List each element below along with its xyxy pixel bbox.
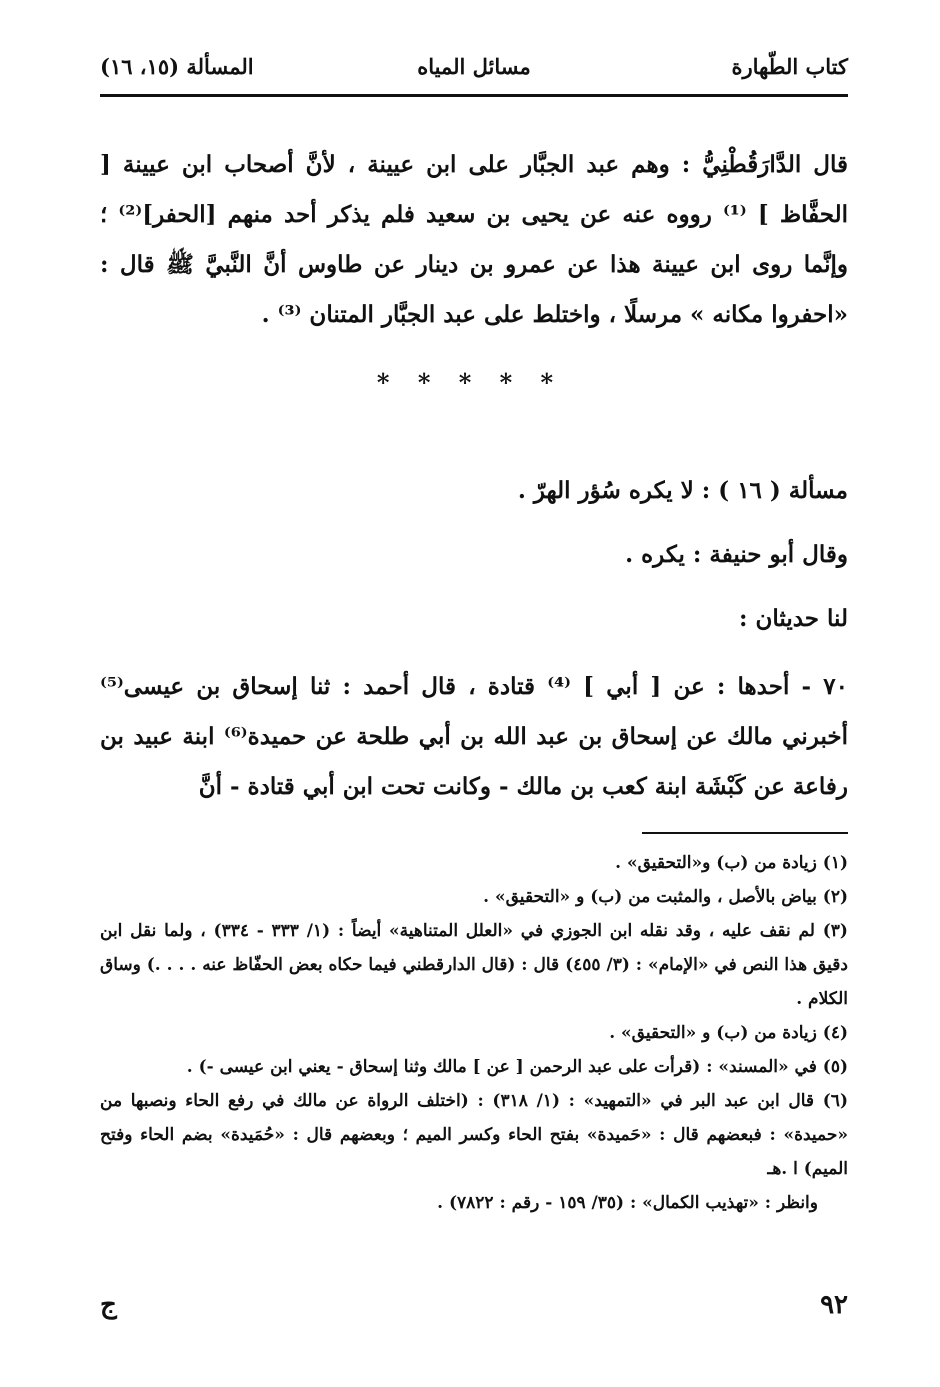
issue-range: المسألة (١٥، ١٦) [100, 54, 254, 79]
paragraph-daraqutni: قال الدَّارَقُطْنِيُّ : وهم عبد الجبَّار على ابن عيينة ، لأنَّ أصحاب ابن عيينة [ الحفَّاظ ] ⁽¹⁾ رووه عنه عن يحيى بن سعيد فلم يذكر أحد منهم [الحفر]⁽²⁾ ؛ وإنَّما روى ابن عيينة هذا عن عمرو بن دينار عن طاوس أنَّ النَّبيَّ ﷺ قال : «احفروا مكانه » مرسلًا ، واختلط على عبد الجبَّار المتنان ⁽³⁾ . [100, 151, 848, 328]
paragraph-hadith-70: ٧٠ - أحدها : عن [ أبي ] ⁽⁴⁾ قتادة ، قال أحمد : ثنا إسحاق بن عيسى⁽⁵⁾ أخبرني مالك عن إسحاق بن عبد الله بن أبي طلحة عن حميدة⁽⁶⁾ ابنة عبيد بن رفاعة عن كَبْشَة ابنة كعب بن مالك - وكانت تحت ابن أبي قتادة - أنَّ [100, 673, 848, 800]
footnote-4: (٤) زيادة من (ب) و «التحقيق» . [609, 1023, 848, 1043]
page-number: ٩٢ [820, 1290, 848, 1320]
running-header [100, 48, 848, 88]
footnote-1: (١) زيادة من (ب) و«التحقيق» . [615, 853, 848, 873]
header-rule [100, 94, 848, 97]
section-separator: * * * * * [376, 368, 564, 397]
footnote-2: (٢) بياض بالأصل ، والمثبت من (ب) و «التحقيق» . [483, 887, 848, 907]
two-hadiths-heading: لنا حديثان : [739, 605, 848, 632]
footnote-3: (٣) لم نقف عليه ، وقد نقله ابن الجوزي في «العلل المتناهية» أيضاً : (١/ ٣٣٣ - ٣٣٤) ، ولما نقل ابن دقيق هذا النص في «الإمام» : (٣/ ٤٥٥) قال : (قال الدارقطني فيما حكاه بعض الحفّاظ عنه . . . .) وساق الكلام . [100, 921, 848, 1009]
footnote-rule [642, 832, 848, 834]
footnote-5: (٥) في «المسند» : (قرأت على عبد الرحمن [ عن ] مالك وثنا إسحاق - يعني ابن عيسى -) . [186, 1057, 848, 1077]
issue-title: مسألة ( ١٦ ) : لا يكره سُؤر الهرّ . [517, 477, 848, 504]
footnote-6-continuation: وانظر : «تهذيب الكمال» : (٣٥/ ١٥٩ - رقم : ٧٨٢٢) . [437, 1193, 818, 1213]
book-title: كتاب الطّهارة [731, 54, 848, 79]
hanafi-opinion: وقال أبو حنيفة : يكره . [625, 541, 848, 568]
signature-mark: ج [100, 1290, 117, 1320]
footnotes [100, 846, 848, 1220]
chapter-title: مسائل المياه [417, 54, 531, 79]
footnote-6: (٦) قال ابن عبد البر في «التمهيد» : (١/ ٣١٨) : (اختلف الرواة عن مالك في رفع الحاء ونصبها من «حميدة» : فبعضهم قال : «حَميدة» بفتح الحاء وكسر الميم ؛ وبعضهم قال : «حُمَيدة» بضم الحاء وفتح الميم) ا .هـ [100, 1091, 848, 1179]
